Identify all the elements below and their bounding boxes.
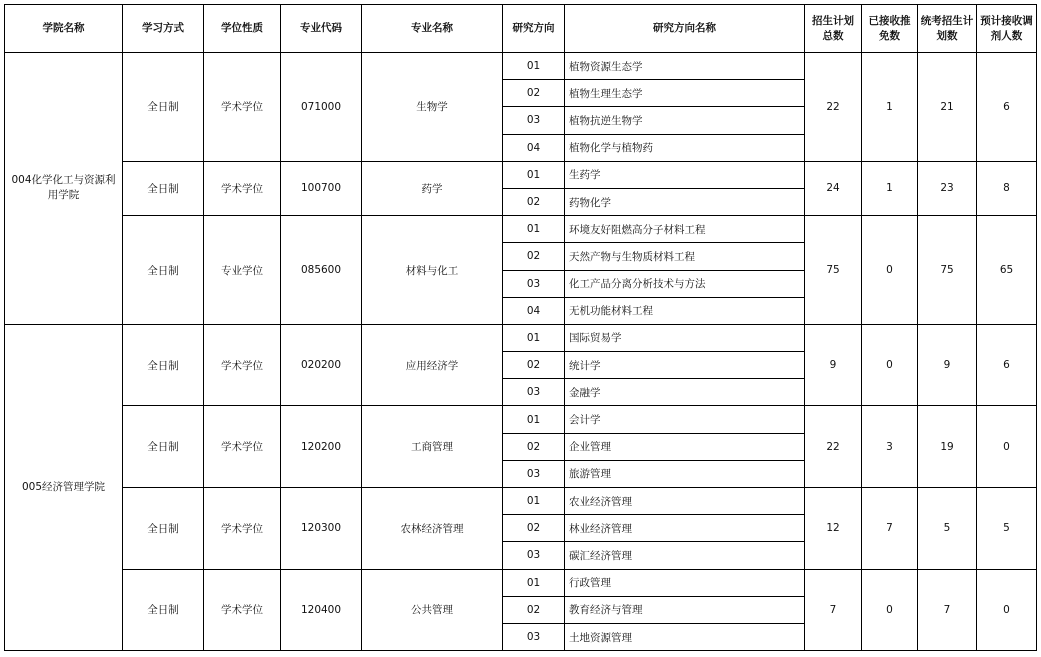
direction-name-cell: 生药学 bbox=[565, 161, 805, 188]
table-row bbox=[5, 406, 1037, 433]
table-row bbox=[5, 53, 1037, 80]
header-college: 学院名称 bbox=[5, 5, 123, 53]
header-major-name: 专业名称 bbox=[362, 5, 503, 53]
plan-total-cell: 9 bbox=[805, 324, 862, 406]
direction-name-cell: 金融学 bbox=[565, 379, 805, 406]
direction-no-cell: 02 bbox=[503, 188, 565, 215]
direction-no-cell: 01 bbox=[503, 161, 565, 188]
major-name-cell: 药学 bbox=[362, 161, 503, 215]
recommended-cell: 3 bbox=[862, 406, 918, 488]
major-code-cell: 020200 bbox=[281, 324, 362, 406]
study-mode-cell: 全日制 bbox=[123, 324, 204, 406]
major-code-cell: 120400 bbox=[281, 569, 362, 651]
direction-no-cell: 03 bbox=[503, 270, 565, 297]
plan-total-cell: 7 bbox=[805, 569, 862, 651]
exam-plan-cell: 23 bbox=[918, 161, 977, 215]
direction-name-cell: 农业经济管理 bbox=[565, 488, 805, 515]
major-name-cell: 应用经济学 bbox=[362, 324, 503, 406]
study-mode-cell: 全日制 bbox=[123, 53, 204, 162]
direction-name-cell: 会计学 bbox=[565, 406, 805, 433]
transfer-cell: 65 bbox=[977, 216, 1037, 325]
degree-type-cell: 学术学位 bbox=[204, 324, 281, 406]
major-name-cell: 生物学 bbox=[362, 53, 503, 162]
exam-plan-cell: 7 bbox=[918, 569, 977, 651]
direction-no-cell: 03 bbox=[503, 623, 565, 650]
transfer-cell: 6 bbox=[977, 53, 1037, 162]
table-row bbox=[5, 324, 1037, 351]
major-name-cell: 工商管理 bbox=[362, 406, 503, 488]
degree-type-cell: 专业学位 bbox=[204, 216, 281, 325]
direction-name-cell: 企业管理 bbox=[565, 433, 805, 460]
major-code-cell: 120300 bbox=[281, 488, 362, 570]
direction-no-cell: 02 bbox=[503, 352, 565, 379]
header-transfer: 预计接收调剂人数 bbox=[977, 5, 1037, 53]
degree-type-cell: 学术学位 bbox=[204, 161, 281, 215]
header-study-mode: 学习方式 bbox=[123, 5, 204, 53]
major-name-cell: 材料与化工 bbox=[362, 216, 503, 325]
direction-name-cell: 统计学 bbox=[565, 352, 805, 379]
direction-no-cell: 04 bbox=[503, 297, 565, 324]
college-name-cell: 005经济管理学院 bbox=[5, 324, 123, 650]
transfer-cell: 6 bbox=[977, 324, 1037, 406]
direction-name-cell: 林业经济管理 bbox=[565, 515, 805, 542]
direction-no-cell: 01 bbox=[503, 216, 565, 243]
plan-total-cell: 22 bbox=[805, 406, 862, 488]
transfer-cell: 8 bbox=[977, 161, 1037, 215]
direction-no-cell: 02 bbox=[503, 243, 565, 270]
direction-no-cell: 01 bbox=[503, 406, 565, 433]
exam-plan-cell: 5 bbox=[918, 488, 977, 570]
direction-no-cell: 02 bbox=[503, 433, 565, 460]
plan-total-cell: 24 bbox=[805, 161, 862, 215]
header-row bbox=[5, 5, 1037, 53]
college-name-cell: 004化学化工与资源利用学院 bbox=[5, 53, 123, 325]
direction-name-cell: 植物生理生态学 bbox=[565, 80, 805, 107]
study-mode-cell: 全日制 bbox=[123, 488, 204, 570]
degree-type-cell: 学术学位 bbox=[204, 488, 281, 570]
header-recommended: 已接收推免数 bbox=[862, 5, 918, 53]
header-plan-total: 招生计划总数 bbox=[805, 5, 862, 53]
direction-name-cell: 植物抗逆生物学 bbox=[565, 107, 805, 134]
exam-plan-cell: 9 bbox=[918, 324, 977, 406]
study-mode-cell: 全日制 bbox=[123, 406, 204, 488]
recommended-cell: 7 bbox=[862, 488, 918, 570]
plan-total-cell: 75 bbox=[805, 216, 862, 325]
direction-name-cell: 药物化学 bbox=[565, 188, 805, 215]
transfer-cell: 0 bbox=[977, 569, 1037, 651]
direction-name-cell: 行政管理 bbox=[565, 569, 805, 596]
direction-no-cell: 03 bbox=[503, 379, 565, 406]
header-direction-name: 研究方向名称 bbox=[565, 5, 805, 53]
direction-name-cell: 植物化学与植物药 bbox=[565, 134, 805, 161]
major-code-cell: 085600 bbox=[281, 216, 362, 325]
table-row bbox=[5, 488, 1037, 515]
header-major-code: 专业代码 bbox=[281, 5, 362, 53]
recommended-cell: 1 bbox=[862, 161, 918, 215]
header-degree-type: 学位性质 bbox=[204, 5, 281, 53]
recommended-cell: 0 bbox=[862, 569, 918, 651]
transfer-cell: 5 bbox=[977, 488, 1037, 570]
direction-no-cell: 01 bbox=[503, 569, 565, 596]
table-row bbox=[5, 161, 1037, 188]
direction-no-cell: 04 bbox=[503, 134, 565, 161]
degree-type-cell: 学术学位 bbox=[204, 569, 281, 651]
direction-no-cell: 03 bbox=[503, 542, 565, 569]
major-code-cell: 120200 bbox=[281, 406, 362, 488]
exam-plan-cell: 19 bbox=[918, 406, 977, 488]
study-mode-cell: 全日制 bbox=[123, 161, 204, 215]
direction-no-cell: 02 bbox=[503, 80, 565, 107]
plan-total-cell: 22 bbox=[805, 53, 862, 162]
direction-no-cell: 01 bbox=[503, 488, 565, 515]
direction-no-cell: 02 bbox=[503, 596, 565, 623]
direction-no-cell: 02 bbox=[503, 515, 565, 542]
direction-no-cell: 01 bbox=[503, 53, 565, 80]
admissions-table bbox=[4, 4, 1037, 651]
table-row bbox=[5, 569, 1037, 596]
plan-total-cell: 12 bbox=[805, 488, 862, 570]
direction-name-cell: 国际贸易学 bbox=[565, 324, 805, 351]
header-exam-plan: 统考招生计划数 bbox=[918, 5, 977, 53]
direction-no-cell: 03 bbox=[503, 107, 565, 134]
direction-name-cell: 碳汇经济管理 bbox=[565, 542, 805, 569]
direction-name-cell: 教育经济与管理 bbox=[565, 596, 805, 623]
direction-name-cell: 植物资源生态学 bbox=[565, 53, 805, 80]
study-mode-cell: 全日制 bbox=[123, 569, 204, 651]
recommended-cell: 0 bbox=[862, 216, 918, 325]
direction-name-cell: 化工产品分离分析技术与方法 bbox=[565, 270, 805, 297]
direction-name-cell: 旅游管理 bbox=[565, 460, 805, 487]
direction-name-cell: 土地资源管理 bbox=[565, 623, 805, 650]
major-name-cell: 农林经济管理 bbox=[362, 488, 503, 570]
table-body bbox=[5, 53, 1037, 651]
recommended-cell: 1 bbox=[862, 53, 918, 162]
study-mode-cell: 全日制 bbox=[123, 216, 204, 325]
direction-name-cell: 环境友好阻燃高分子材料工程 bbox=[565, 216, 805, 243]
major-code-cell: 071000 bbox=[281, 53, 362, 162]
direction-no-cell: 01 bbox=[503, 324, 565, 351]
direction-name-cell: 天然产物与生物质材料工程 bbox=[565, 243, 805, 270]
major-code-cell: 100700 bbox=[281, 161, 362, 215]
degree-type-cell: 学术学位 bbox=[204, 53, 281, 162]
exam-plan-cell: 75 bbox=[918, 216, 977, 325]
exam-plan-cell: 21 bbox=[918, 53, 977, 162]
table-row bbox=[5, 216, 1037, 243]
recommended-cell: 0 bbox=[862, 324, 918, 406]
direction-no-cell: 03 bbox=[503, 460, 565, 487]
major-name-cell: 公共管理 bbox=[362, 569, 503, 651]
direction-name-cell: 无机功能材料工程 bbox=[565, 297, 805, 324]
degree-type-cell: 学术学位 bbox=[204, 406, 281, 488]
transfer-cell: 0 bbox=[977, 406, 1037, 488]
header-direction-no: 研究方向 bbox=[503, 5, 565, 53]
